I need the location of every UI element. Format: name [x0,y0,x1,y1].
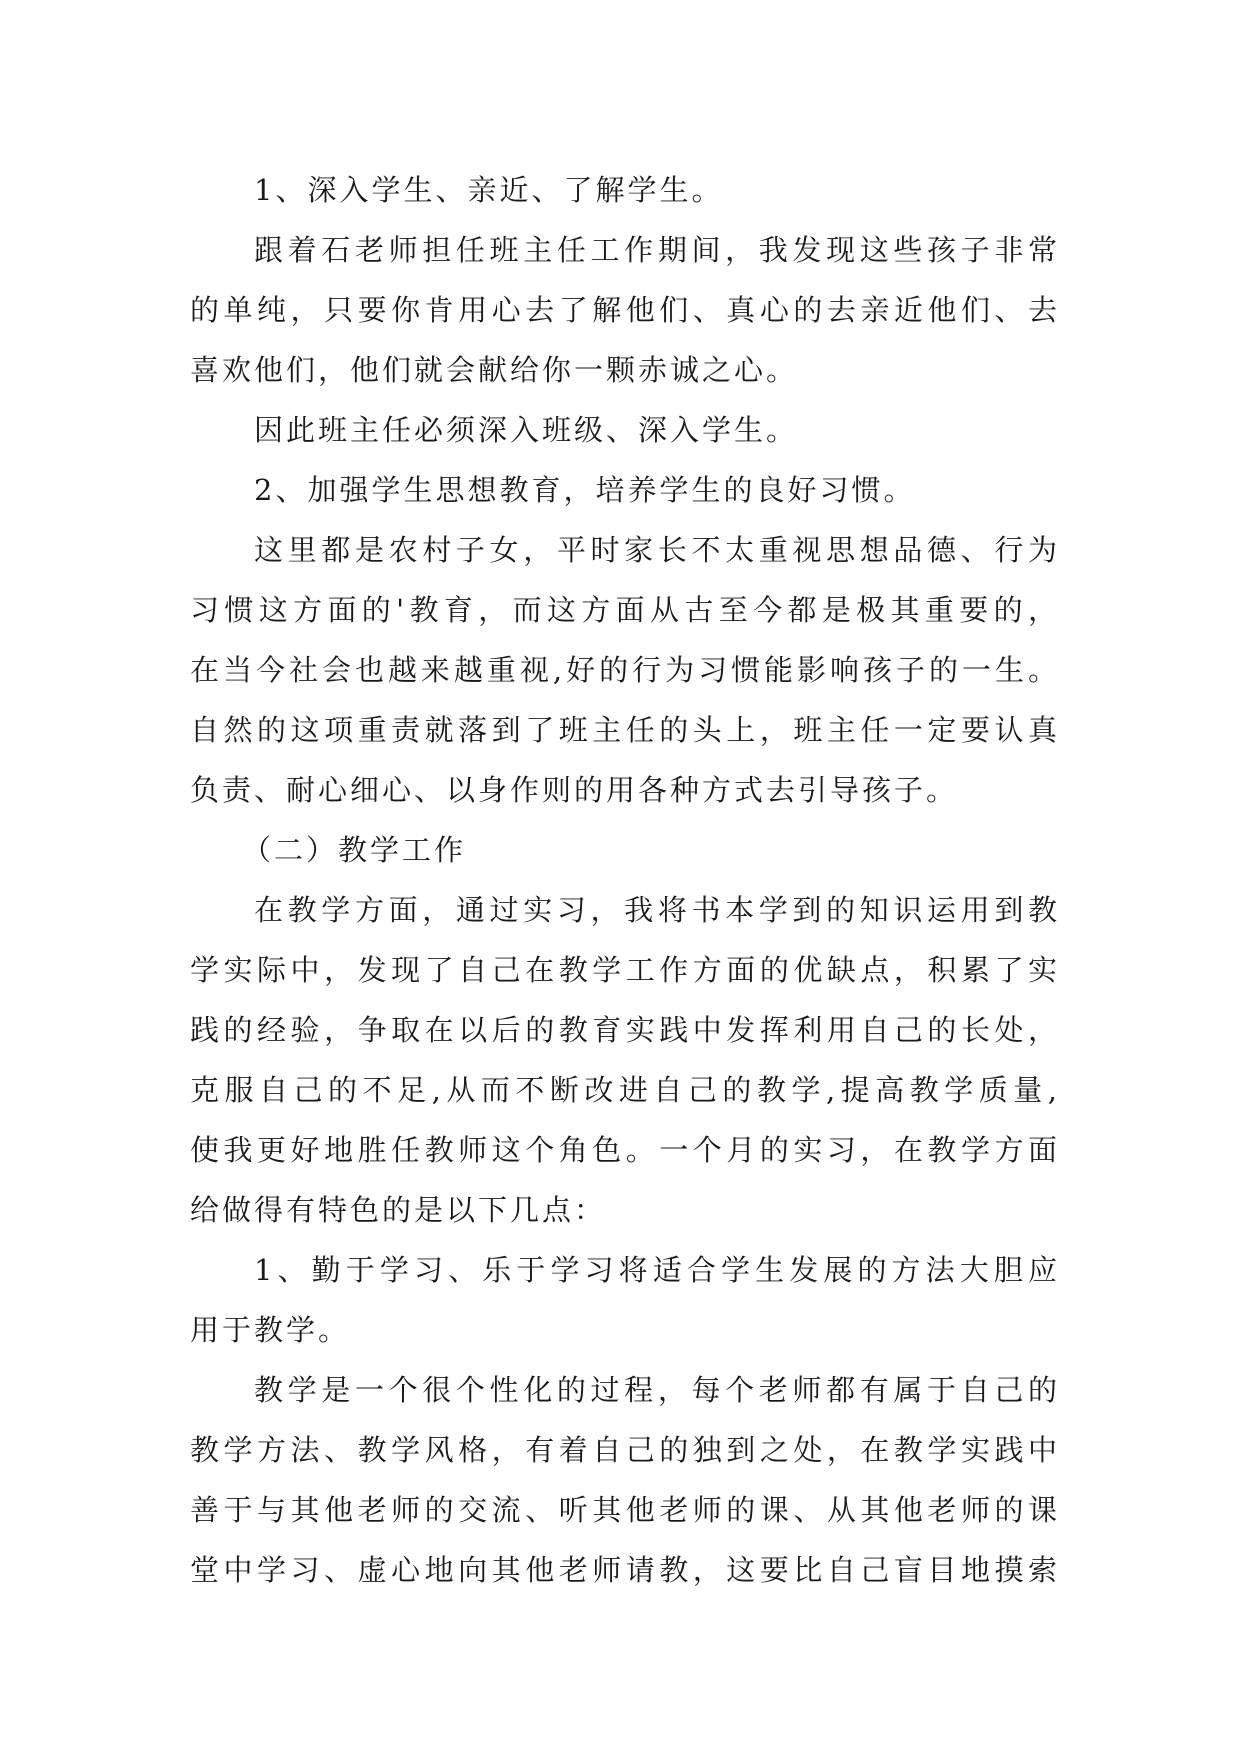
paragraph-line: 践的经验，争取在以后的教育实践中发挥利用自己的长处， [190,1013,1060,1047]
paragraph-line: 教学方法、教学风格，有着自己的独到之处，在教学实践中 [190,1433,1060,1467]
paragraph-line: 因此班主任必须深入班级、深入学生。 [254,413,799,447]
paragraph-line: 堂中学习、虚心地向其他老师请教，这要比自己盲目地摸索 [190,1553,1060,1587]
paragraph-line: 自然的这项重责就落到了班主任的头上，班主任一定要认真 [190,713,1060,747]
paragraph-line: 克服自己的不足,从而不断改进自己的教学,提高教学质量, [190,1073,1060,1107]
paragraph-line: 喜欢他们，他们就会献给你一颗赤诚之心。 [190,353,799,387]
paragraph-line: 跟着石老师担任班主任工作期间，我发现这些孩子非常 [254,233,1060,267]
paragraph-line: 给做得有特色的是以下几点： [190,1193,607,1227]
paragraph-line: 善于与其他老师的交流、听其他老师的课、从其他老师的课 [190,1493,1060,1527]
paragraph-line: 负责、耐心细心、以身作则的用各种方式去引导孩子。 [190,773,959,807]
paragraph-line: 这里都是农村子女，平时家长不太重视思想品德、行为 [254,533,1060,567]
paragraph-line: 使我更好地胜任教师这个角色。一个月的实习，在教学方面 [190,1133,1060,1167]
paragraph-line: 的单纯，只要你肯用心去了解他们、真心的去亲近他们、去 [190,293,1060,327]
paragraph-line: 学实际中，发现了自己在教学工作方面的优缺点，积累了实 [190,953,1060,987]
paragraph-line: 教学是一个很个性化的过程，每个老师都有属于自己的 [254,1373,1060,1407]
document-body [190,160,1060,1600]
paragraph-line: 习惯这方面的'教育，而这方面从古至今都是极其重要的， [190,593,1060,627]
paragraph-line: 在教学方面，通过实习，我将书本学到的知识运用到教 [254,893,1060,927]
paragraph-line: 1、深入学生、亲近、了解学生。 [254,173,724,207]
section-heading: （二）教学工作 [242,833,467,867]
paragraph-line: 2、加强学生思想教育，培养学生的良好习惯。 [254,473,916,507]
paragraph-line: 1、勤于学习、乐于学习将适合学生发展的方法大胆应 [254,1253,1060,1287]
paragraph-line: 在当今社会也越来越重视,好的行为习惯能影响孩子的一生。 [190,653,1060,687]
paragraph-line: 用于教学。 [190,1313,351,1347]
